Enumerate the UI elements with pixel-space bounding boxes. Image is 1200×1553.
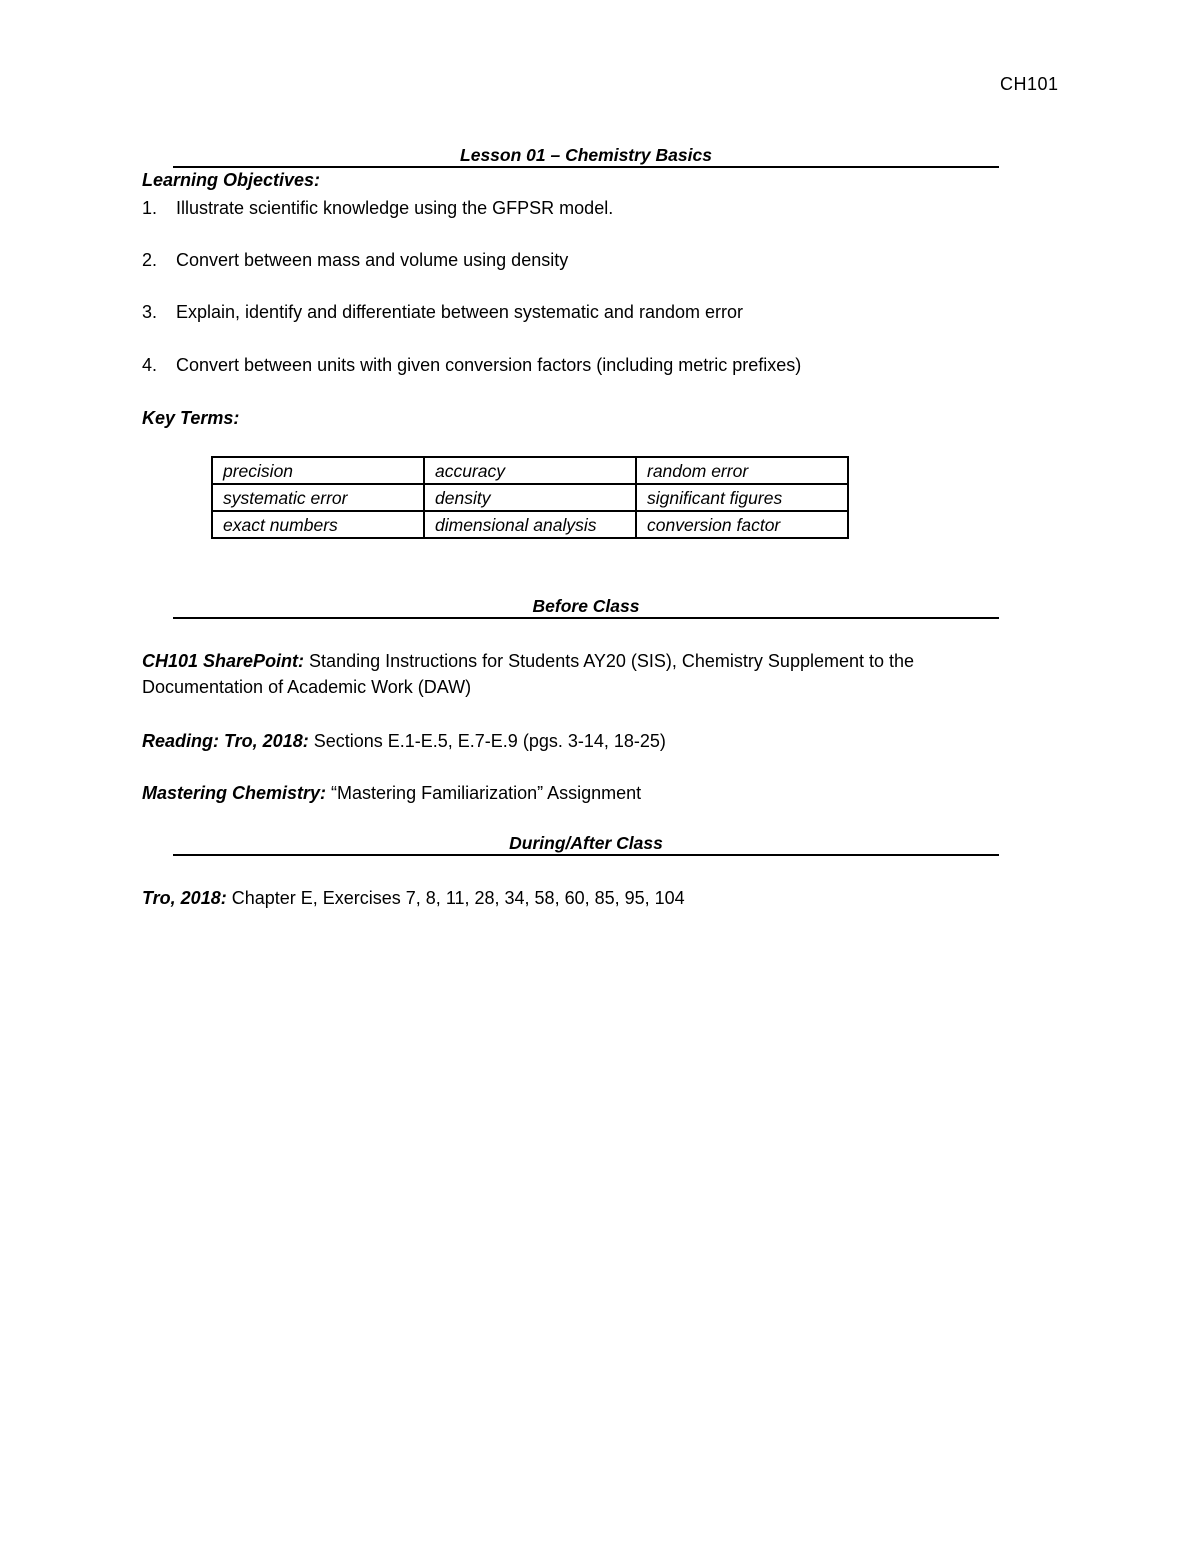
key-terms-label: Key Terms:	[142, 408, 240, 428]
objective-number: 4.	[142, 355, 158, 375]
objective-item	[142, 355, 801, 376]
mastering-label: Mastering Chemistry:	[142, 783, 327, 803]
objective-text: Illustrate scientific knowledge using the GFPSR model.	[176, 198, 614, 218]
tro-label: Tro, 2018:	[142, 888, 227, 908]
reading-text: Sections E.1-E.5, E.7-E.9 (pgs. 3-14, 18-25)	[308, 731, 666, 751]
reading-paragraph	[142, 728, 1002, 754]
objective-number: 2.	[142, 250, 158, 270]
objective-text: Convert between mass and volume using density	[176, 250, 569, 270]
course-code: CH101	[1000, 74, 1059, 94]
exercises-paragraph	[142, 885, 1002, 911]
table-cell: conversion factor	[636, 511, 848, 538]
key-terms-table	[211, 456, 849, 539]
reading-label: Reading: Tro, 2018:	[142, 731, 309, 751]
table-cell: exact numbers	[212, 511, 424, 538]
before-class-heading: Before Class	[173, 595, 999, 619]
table-cell: density	[424, 484, 636, 511]
objective-item	[142, 198, 613, 219]
sharepoint-label: CH101 SharePoint:	[142, 651, 305, 671]
table-cell: random error	[636, 457, 848, 484]
objective-text: Explain, identify and differentiate between systematic and random error	[176, 302, 743, 322]
table-cell: precision	[212, 457, 424, 484]
objective-number: 1.	[142, 198, 158, 218]
table-cell: systematic error	[212, 484, 424, 511]
table-cell: accuracy	[424, 457, 636, 484]
sharepoint-paragraph	[142, 648, 1002, 700]
sharepoint-text: Standing Instructions for Students AY20 (SIS), Chemistry Supplement to the Documentation of Academic Work (DAW)	[142, 651, 915, 697]
tro-text: Chapter E, Exercises 7, 8, 11, 28, 34, 58, 60, 85, 95, 104	[226, 888, 685, 908]
mastering-paragraph	[142, 780, 1002, 806]
table-cell: significant figures	[636, 484, 848, 511]
objective-item	[142, 250, 568, 271]
lesson-title: Lesson 01 – Chemistry Basics	[173, 144, 999, 168]
learning-objectives-label: Learning Objectives:	[142, 170, 321, 190]
table-cell: dimensional analysis	[424, 511, 636, 538]
objective-number: 3.	[142, 302, 158, 322]
objective-item	[142, 302, 743, 323]
table-row	[212, 484, 848, 511]
table-row	[212, 457, 848, 484]
during-after-class-heading: During/After Class	[173, 832, 999, 856]
table-row	[212, 511, 848, 538]
objective-text: Convert between units with given conversion factors (including metric prefixes)	[176, 355, 802, 375]
mastering-text: “Mastering Familiarization” Assignment	[326, 783, 642, 803]
